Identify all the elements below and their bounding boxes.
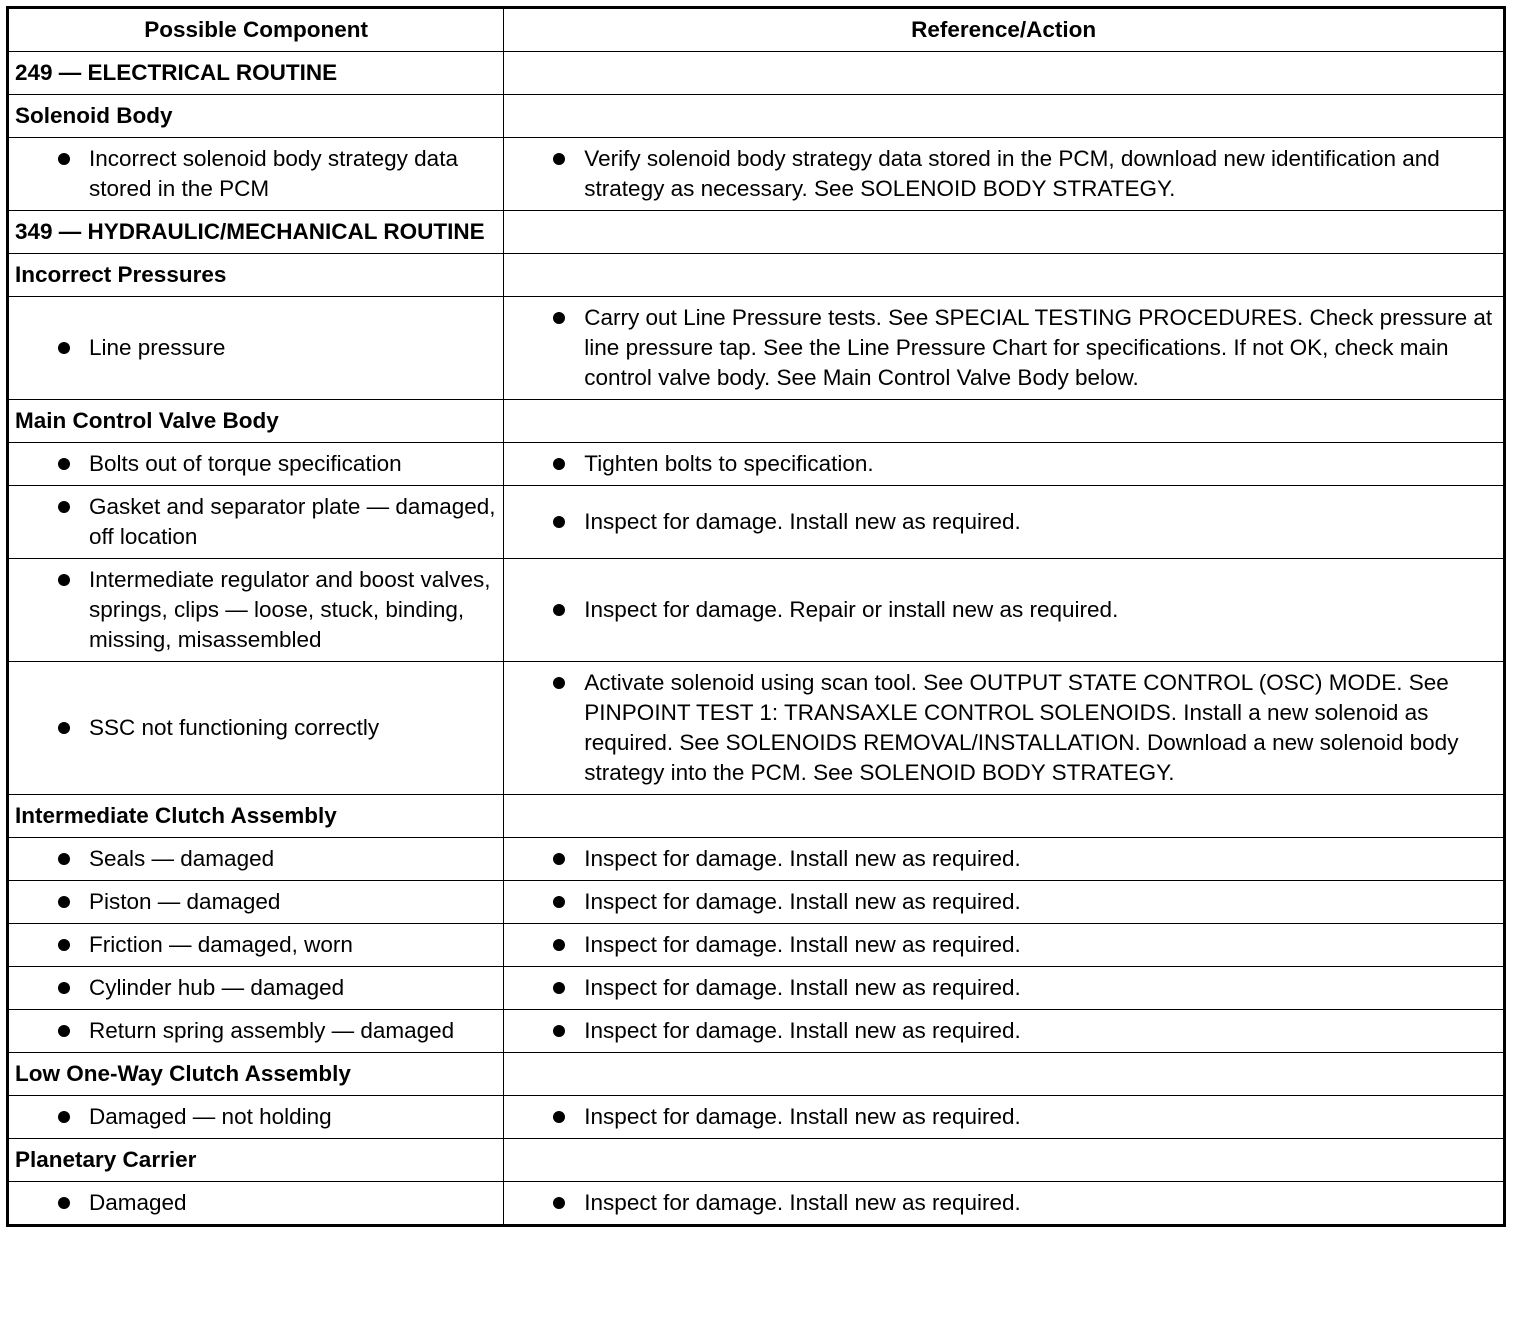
bullet-icon	[58, 501, 70, 513]
action-cell	[504, 924, 1505, 967]
component-cell	[8, 881, 504, 924]
component-text: Piston — damaged	[89, 889, 281, 914]
bullet-item	[510, 144, 1497, 204]
bullet-item	[15, 1016, 497, 1046]
bullet-item	[15, 1188, 497, 1218]
component-text: Damaged	[89, 1190, 187, 1215]
action-header: Reference/Action	[504, 8, 1505, 52]
table-row	[8, 297, 1505, 400]
component-cell	[8, 559, 504, 662]
component-text: SSC not functioning correctly	[89, 715, 380, 740]
empty-cell	[504, 400, 1505, 443]
bullet-icon	[553, 896, 565, 908]
component-text: Bolts out of torque specification	[89, 451, 402, 476]
action-cell	[504, 138, 1505, 211]
bullet-item	[510, 1102, 1497, 1132]
action-text: Verify solenoid body strategy data stored in the PCM, download new identification and strategy as necessary. See SOLENOID BODY STRATEGY.	[584, 146, 1440, 201]
bullet-item	[510, 668, 1497, 788]
bullet-icon	[553, 312, 565, 324]
action-text: Inspect for damage. Install new as required.	[584, 846, 1021, 871]
empty-cell	[504, 254, 1505, 297]
section-heading: Main Control Valve Body	[8, 400, 504, 443]
action-cell	[504, 1096, 1505, 1139]
component-text: Return spring assembly — damaged	[89, 1018, 455, 1043]
component-cell	[8, 662, 504, 795]
bullet-icon	[553, 516, 565, 528]
bullet-item	[510, 930, 1497, 960]
table-row	[8, 1010, 1505, 1053]
component-text: Intermediate regulator and boost valves, springs, clips — loose, stuck, binding, missing, misassembled	[89, 567, 491, 652]
section-row	[8, 95, 1505, 138]
component-cell	[8, 967, 504, 1010]
component-text: Cylinder hub — damaged	[89, 975, 345, 1000]
section-heading: Planetary Carrier	[8, 1139, 504, 1182]
table-row	[8, 559, 1505, 662]
action-text: Inspect for damage. Install new as required.	[584, 889, 1021, 914]
table-row	[8, 138, 1505, 211]
section-heading: 249 — ELECTRICAL ROUTINE	[8, 52, 504, 95]
bullet-item	[15, 887, 497, 917]
section-heading: Low One-Way Clutch Assembly	[8, 1053, 504, 1096]
bullet-icon	[58, 982, 70, 994]
bullet-item	[15, 565, 497, 655]
action-text: Inspect for damage. Install new as required.	[584, 1018, 1021, 1043]
action-cell	[504, 838, 1505, 881]
section-row	[8, 211, 1505, 254]
component-text: Line pressure	[89, 335, 226, 360]
action-cell	[504, 486, 1505, 559]
action-text: Tighten bolts to specification.	[584, 451, 874, 476]
section-heading: 349 — HYDRAULIC/MECHANICAL ROUTINE	[8, 211, 504, 254]
bullet-icon	[553, 153, 565, 165]
bullet-icon	[58, 153, 70, 165]
action-cell	[504, 967, 1505, 1010]
bullet-item	[15, 844, 497, 874]
table-row	[8, 967, 1505, 1010]
section-heading: Solenoid Body	[8, 95, 504, 138]
empty-cell	[504, 52, 1505, 95]
section-row	[8, 52, 1505, 95]
bullet-icon	[553, 982, 565, 994]
component-cell	[8, 1010, 504, 1053]
component-cell	[8, 486, 504, 559]
bullet-icon	[553, 458, 565, 470]
bullet-item	[15, 713, 497, 743]
bullet-icon	[553, 1197, 565, 1209]
bullet-item	[15, 492, 497, 552]
bullet-item	[510, 1188, 1497, 1218]
table-row	[8, 881, 1505, 924]
bullet-item	[15, 333, 497, 363]
bullet-icon	[58, 1197, 70, 1209]
component-header: Possible Component	[8, 8, 504, 52]
bullet-icon	[58, 1025, 70, 1037]
section-heading: Intermediate Clutch Assembly	[8, 795, 504, 838]
table-row	[8, 1096, 1505, 1139]
action-cell	[504, 881, 1505, 924]
bullet-item	[510, 449, 1497, 479]
section-row	[8, 400, 1505, 443]
action-text: Carry out Line Pressure tests. See SPECIAL TESTING PROCEDURES. Check pressure at line pressure tap. See the Line Pressure Chart for specifications. If not OK, check main control valve body. See Main Control Valve Body below.	[584, 305, 1493, 390]
action-text: Activate solenoid using scan tool. See OUTPUT STATE CONTROL (OSC) MODE. See PINPOINT TEST 1: TRANSAXLE CONTROL SOLENOIDS. Install a new solenoid as required. See SOLENOIDS REMOVAL/INSTALLATION. Download a new solenoid body strategy into the PCM. See SOLENOID BODY STRATEGY.	[584, 670, 1459, 785]
component-text: Incorrect solenoid body strategy data stored in the PCM	[89, 146, 458, 201]
bullet-item	[15, 930, 497, 960]
component-cell	[8, 924, 504, 967]
section-row	[8, 254, 1505, 297]
action-text: Inspect for damage. Install new as required.	[584, 932, 1021, 957]
action-text: Inspect for damage. Install new as required.	[584, 1190, 1021, 1215]
bullet-item	[510, 507, 1497, 537]
bullet-icon	[58, 853, 70, 865]
bullet-icon	[58, 1111, 70, 1123]
component-cell	[8, 1182, 504, 1226]
bullet-icon	[553, 1025, 565, 1037]
action-text: Inspect for damage. Install new as required.	[584, 509, 1021, 534]
bullet-icon	[58, 722, 70, 734]
component-text: Seals — damaged	[89, 846, 275, 871]
table-row	[8, 662, 1505, 795]
section-row	[8, 1053, 1505, 1096]
action-text: Inspect for damage. Install new as required.	[584, 1104, 1021, 1129]
component-cell	[8, 138, 504, 211]
bullet-icon	[553, 853, 565, 865]
bullet-item	[510, 887, 1497, 917]
action-text: Inspect for damage. Repair or install new as required.	[584, 597, 1119, 622]
action-cell	[504, 1182, 1505, 1226]
bullet-icon	[58, 458, 70, 470]
bullet-icon	[58, 574, 70, 586]
bullet-item	[510, 1016, 1497, 1046]
section-row	[8, 1139, 1505, 1182]
section-heading: Incorrect Pressures	[8, 254, 504, 297]
action-cell	[504, 1010, 1505, 1053]
bullet-icon	[58, 342, 70, 354]
bullet-item	[15, 973, 497, 1003]
empty-cell	[504, 211, 1505, 254]
bullet-item	[15, 1102, 497, 1132]
action-cell	[504, 297, 1505, 400]
bullet-item	[15, 449, 497, 479]
component-cell	[8, 297, 504, 400]
table-row	[8, 486, 1505, 559]
bullet-item	[510, 303, 1497, 393]
component-cell	[8, 838, 504, 881]
table-row	[8, 924, 1505, 967]
component-cell	[8, 443, 504, 486]
bullet-icon	[553, 677, 565, 689]
bullet-item	[510, 844, 1497, 874]
table-row	[8, 443, 1505, 486]
bullet-item	[15, 144, 497, 204]
bullet-icon	[553, 939, 565, 951]
diagnosis-table	[6, 6, 1506, 1227]
bullet-icon	[58, 939, 70, 951]
action-cell	[504, 559, 1505, 662]
component-cell	[8, 1096, 504, 1139]
table-row	[8, 1182, 1505, 1226]
empty-cell	[504, 1053, 1505, 1096]
action-text: Inspect for damage. Install new as required.	[584, 975, 1021, 1000]
section-row	[8, 795, 1505, 838]
bullet-icon	[58, 896, 70, 908]
action-cell	[504, 443, 1505, 486]
table-row	[8, 838, 1505, 881]
component-text: Damaged — not holding	[89, 1104, 332, 1129]
header-row	[8, 8, 1505, 52]
component-text: Friction — damaged, worn	[89, 932, 353, 957]
bullet-item	[510, 973, 1497, 1003]
empty-cell	[504, 95, 1505, 138]
bullet-icon	[553, 1111, 565, 1123]
empty-cell	[504, 795, 1505, 838]
bullet-item	[510, 595, 1497, 625]
bullet-icon	[553, 604, 565, 616]
empty-cell	[504, 1139, 1505, 1182]
component-text: Gasket and separator plate — damaged, off location	[89, 494, 496, 549]
action-cell	[504, 662, 1505, 795]
